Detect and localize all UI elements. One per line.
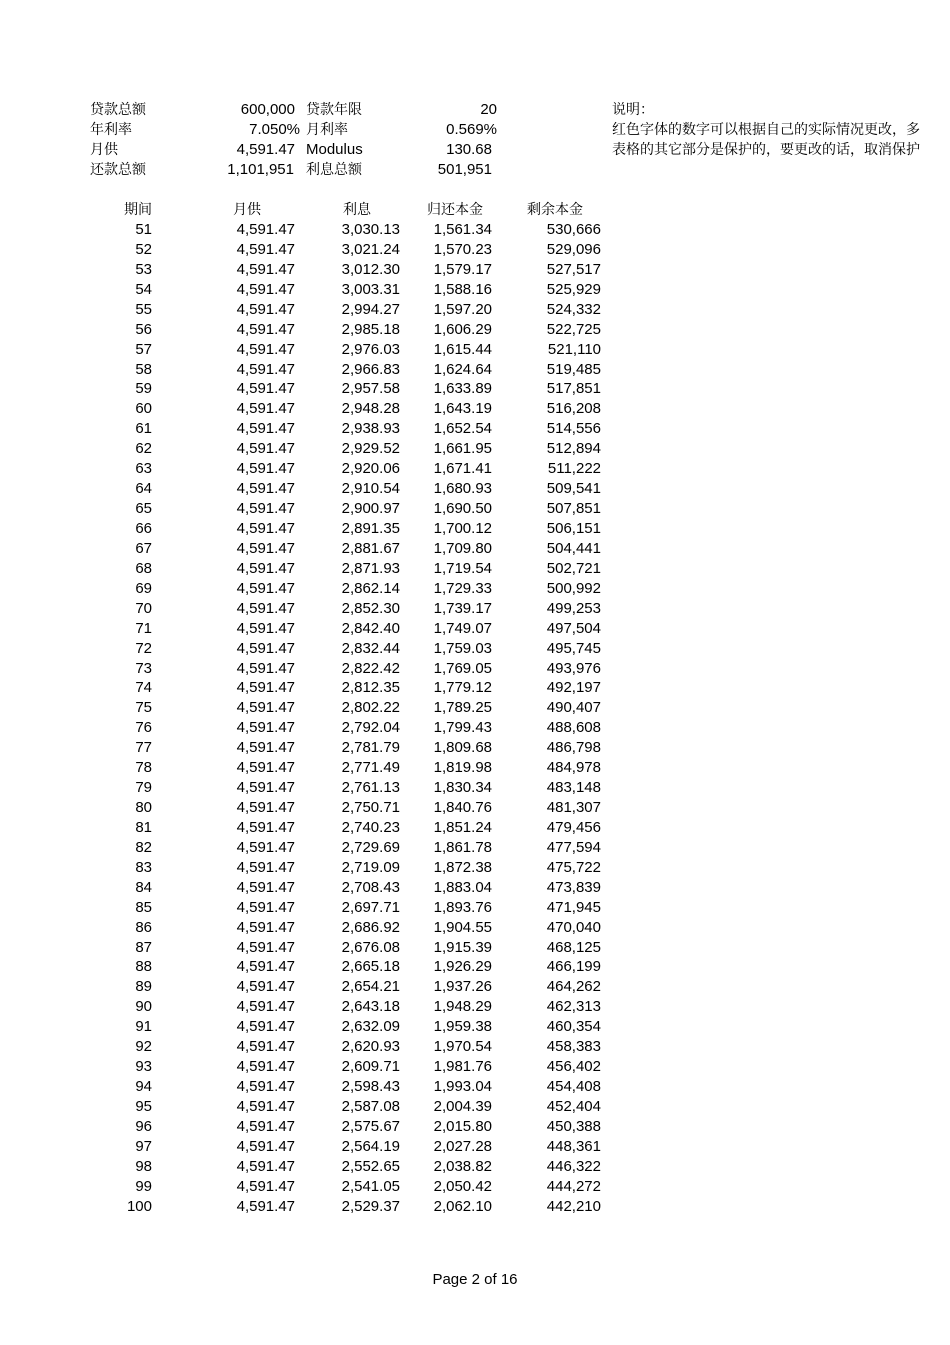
loan-total-value: 600,000	[240, 101, 295, 118]
remaining-cell: 446,322	[546, 1157, 601, 1175]
remaining-cell: 516,208	[546, 400, 601, 418]
payment-cell: 4,591.47	[236, 898, 295, 916]
header-principal-repaid: 归还本金	[427, 202, 483, 218]
interest-cell: 2,529.37	[341, 1197, 400, 1215]
period-cell: 92	[135, 1038, 152, 1056]
monthly-rate-label: 月利率	[306, 122, 348, 138]
payment-cell: 4,591.47	[236, 300, 295, 318]
principal-cell: 1,830.34	[433, 779, 492, 796]
payment-cell: 4,591.47	[236, 1157, 295, 1175]
payment-cell: 4,591.47	[236, 579, 295, 597]
interest-cell: 2,842.40	[341, 619, 400, 637]
principal-cell: 1,948.29	[433, 998, 492, 1016]
period-cell: 65	[135, 500, 152, 517]
payment-cell: 4,591.47	[236, 918, 295, 936]
principal-cell: 1,981.76	[433, 1058, 492, 1076]
interest-cell: 3,030.13	[341, 221, 400, 238]
remaining-cell: 479,456	[546, 818, 601, 836]
payment-cell: 4,591.47	[236, 1117, 295, 1135]
remaining-cell: 507,851	[546, 500, 601, 517]
period-cell: 63	[135, 460, 152, 478]
principal-cell: 2,050.42	[433, 1177, 492, 1195]
interest-cell: 2,822.42	[341, 659, 400, 677]
interest-total-label: 利息总额	[306, 162, 362, 178]
interest-cell: 2,994.27	[341, 300, 400, 318]
payment-cell: 4,591.47	[236, 659, 295, 677]
payment-cell: 4,591.47	[236, 420, 295, 438]
principal-cell: 1,671.41	[433, 460, 492, 478]
period-cell: 70	[135, 599, 152, 617]
principal-cell: 1,861.78	[433, 838, 492, 856]
principal-cell: 1,615.44	[433, 340, 492, 358]
interest-cell: 2,654.21	[341, 978, 400, 996]
remaining-cell: 444,272	[546, 1177, 601, 1195]
principal-cell: 1,809.68	[433, 739, 492, 757]
period-cell: 98	[135, 1157, 152, 1175]
remaining-cell: 502,721	[546, 559, 601, 577]
remaining-cell: 484,978	[546, 759, 601, 777]
period-cell: 84	[135, 878, 152, 896]
period-cell: 77	[135, 739, 152, 757]
monthly-payment-value: 4,591.47	[236, 141, 295, 158]
principal-cell: 2,062.10	[433, 1197, 492, 1215]
remaining-cell: 517,851	[546, 380, 601, 398]
interest-cell: 2,761.13	[341, 779, 400, 796]
interest-cell: 2,812.35	[341, 679, 400, 697]
principal-cell: 1,624.64	[433, 360, 492, 378]
interest-cell: 2,976.03	[341, 340, 400, 358]
interest-cell: 2,609.71	[341, 1058, 400, 1076]
period-cell: 100	[126, 1197, 152, 1215]
period-cell: 82	[135, 838, 152, 856]
payment-cell: 4,591.47	[236, 240, 295, 258]
interest-cell: 3,021.24	[341, 240, 400, 258]
remaining-cell: 473,839	[546, 878, 601, 896]
remaining-cell: 512,894	[546, 440, 601, 458]
period-cell: 99	[135, 1177, 152, 1195]
remaining-cell: 460,354	[546, 1018, 601, 1036]
principal-cell: 1,709.80	[433, 539, 492, 557]
payment-cell: 4,591.47	[236, 1018, 295, 1036]
period-cell: 87	[135, 938, 152, 956]
payment-cell: 4,591.47	[236, 619, 295, 637]
remaining-cell: 471,945	[546, 898, 601, 916]
principal-cell: 1,652.54	[433, 420, 492, 438]
notes-title: 说明：	[612, 102, 654, 118]
period-cell: 69	[135, 579, 152, 597]
payment-cell: 4,591.47	[236, 400, 295, 418]
principal-cell: 1,883.04	[433, 878, 492, 896]
principal-cell: 2,027.28	[433, 1137, 492, 1155]
payment-cell: 4,591.47	[236, 520, 295, 537]
interest-cell: 2,832.44	[341, 639, 400, 657]
payment-cell: 4,591.47	[236, 958, 295, 976]
interest-cell: 3,012.30	[341, 260, 400, 278]
payment-cell: 4,591.47	[236, 539, 295, 557]
payment-cell: 4,591.47	[236, 221, 295, 238]
monthly-payment-label: 月供	[90, 142, 118, 158]
interest-cell: 2,792.04	[341, 719, 400, 737]
interest-cell: 2,929.52	[341, 440, 400, 458]
period-cell: 68	[135, 559, 152, 577]
loan-years-label: 贷款年限	[306, 102, 362, 118]
payment-cell: 4,591.47	[236, 639, 295, 657]
period-cell: 71	[135, 619, 152, 637]
principal-cell: 1,872.38	[433, 858, 492, 876]
period-cell: 67	[135, 539, 152, 557]
remaining-cell: 500,992	[546, 579, 601, 597]
interest-cell: 2,771.49	[341, 759, 400, 777]
interest-cell: 2,620.93	[341, 1038, 400, 1056]
period-cell: 62	[135, 440, 152, 458]
interest-cell: 2,697.71	[341, 898, 400, 916]
principal-cell: 1,915.39	[433, 938, 492, 956]
remaining-cell: 442,210	[546, 1197, 601, 1215]
interest-cell: 2,957.58	[341, 380, 400, 398]
payment-cell: 4,591.47	[236, 858, 295, 876]
principal-cell: 1,643.19	[433, 400, 492, 418]
principal-cell: 1,769.05	[433, 659, 492, 677]
remaining-cell: 481,307	[546, 799, 601, 816]
principal-cell: 1,993.04	[433, 1078, 492, 1095]
interest-cell: 2,862.14	[341, 579, 400, 597]
remaining-cell: 497,504	[546, 619, 601, 637]
remaining-cell: 493,976	[546, 659, 601, 677]
period-cell: 55	[135, 300, 152, 318]
payment-cell: 4,591.47	[236, 818, 295, 836]
payment-cell: 4,591.47	[236, 878, 295, 896]
interest-cell: 2,985.18	[341, 320, 400, 338]
period-cell: 80	[135, 799, 152, 816]
loan-total-label: 贷款总额	[90, 102, 146, 118]
remaining-cell: 462,313	[546, 998, 601, 1016]
interest-cell: 2,891.35	[341, 520, 400, 537]
header-period: 期间	[124, 202, 152, 218]
principal-cell: 1,579.17	[433, 260, 492, 278]
interest-cell: 2,948.28	[341, 400, 400, 418]
period-cell: 94	[135, 1078, 152, 1095]
interest-cell: 2,541.05	[341, 1177, 400, 1195]
remaining-cell: 466,199	[546, 958, 601, 976]
interest-cell: 2,781.79	[341, 739, 400, 757]
period-cell: 76	[135, 719, 152, 737]
modulus-value: 130.68	[446, 141, 492, 158]
period-cell: 51	[135, 221, 152, 238]
payment-cell: 4,591.47	[236, 1137, 295, 1155]
annual-rate-label: 年利率	[90, 122, 132, 138]
principal-cell: 1,739.17	[433, 599, 492, 617]
principal-cell: 1,680.93	[433, 480, 492, 498]
remaining-cell: 529,096	[546, 240, 601, 258]
principal-cell: 1,937.26	[433, 978, 492, 996]
interest-cell: 2,900.97	[341, 500, 400, 517]
principal-cell: 1,819.98	[433, 759, 492, 777]
remaining-cell: 504,441	[546, 539, 601, 557]
interest-cell: 2,665.18	[341, 958, 400, 976]
period-cell: 72	[135, 639, 152, 657]
remaining-cell: 525,929	[546, 280, 601, 298]
principal-cell: 1,779.12	[433, 679, 492, 697]
remaining-cell: 452,404	[546, 1097, 601, 1115]
repay-total-value: 1,101,951	[227, 161, 294, 178]
payment-cell: 4,591.47	[236, 938, 295, 956]
period-cell: 83	[135, 858, 152, 876]
principal-cell: 1,729.33	[433, 579, 492, 597]
principal-cell: 2,015.80	[433, 1117, 492, 1135]
payment-cell: 4,591.47	[236, 280, 295, 298]
remaining-cell: 527,517	[546, 260, 601, 278]
payment-cell: 4,591.47	[236, 460, 295, 478]
principal-cell: 1,893.76	[433, 898, 492, 916]
header-monthly-payment: 月供	[233, 202, 261, 218]
remaining-cell: 468,125	[546, 938, 601, 956]
interest-cell: 2,686.92	[341, 918, 400, 936]
interest-cell: 2,852.30	[341, 599, 400, 617]
interest-cell: 2,910.54	[341, 480, 400, 498]
remaining-cell: 483,148	[546, 779, 601, 796]
period-cell: 64	[135, 480, 152, 498]
remaining-cell: 499,253	[546, 599, 601, 617]
period-cell: 96	[135, 1117, 152, 1135]
interest-cell: 2,740.23	[341, 818, 400, 836]
interest-cell: 2,966.83	[341, 360, 400, 378]
period-cell: 54	[135, 280, 152, 298]
remaining-cell: 509,541	[546, 480, 601, 498]
principal-cell: 1,749.07	[433, 619, 492, 637]
payment-cell: 4,591.47	[236, 1038, 295, 1056]
principal-cell: 1,661.95	[433, 440, 492, 458]
remaining-cell: 521,110	[547, 340, 601, 358]
loan-years-value: 20	[480, 101, 497, 118]
principal-cell: 1,759.03	[433, 639, 492, 657]
interest-total-value: 501,951	[437, 161, 492, 178]
remaining-cell: 475,722	[546, 858, 601, 876]
payment-cell: 4,591.47	[236, 1097, 295, 1115]
remaining-cell: 456,402	[546, 1058, 601, 1076]
notes-line-2: 表格的其它部分是保护的，要更改的话，取消保护	[612, 142, 920, 158]
period-cell: 73	[135, 659, 152, 677]
payment-cell: 4,591.47	[236, 978, 295, 996]
interest-cell: 2,632.09	[341, 1018, 400, 1036]
remaining-cell: 524,332	[546, 300, 601, 318]
page-number: Page 2 of 16	[432, 1271, 518, 1288]
remaining-cell: 522,725	[546, 320, 601, 338]
interest-cell: 2,920.06	[341, 460, 400, 478]
principal-cell: 2,004.39	[433, 1097, 492, 1115]
payment-cell: 4,591.47	[236, 799, 295, 816]
principal-cell: 1,959.38	[433, 1018, 492, 1036]
remaining-cell: 488,608	[546, 719, 601, 737]
period-cell: 91	[135, 1018, 152, 1036]
principal-cell: 1,606.29	[433, 320, 492, 338]
payment-cell: 4,591.47	[236, 1058, 295, 1076]
principal-cell: 1,719.54	[433, 559, 492, 577]
principal-cell: 2,038.82	[433, 1157, 492, 1175]
period-cell: 60	[135, 400, 152, 418]
period-cell: 78	[135, 759, 152, 777]
payment-cell: 4,591.47	[236, 260, 295, 278]
principal-cell: 1,633.89	[433, 380, 492, 398]
period-cell: 86	[135, 918, 152, 936]
period-cell: 59	[135, 380, 152, 398]
interest-cell: 2,802.22	[341, 699, 400, 717]
payment-cell: 4,591.47	[236, 779, 295, 796]
period-cell: 53	[135, 260, 152, 278]
period-cell: 58	[135, 360, 152, 378]
remaining-cell: 492,197	[546, 679, 601, 697]
payment-cell: 4,591.47	[236, 739, 295, 757]
payment-cell: 4,591.47	[236, 1197, 295, 1215]
principal-cell: 1,851.24	[433, 818, 492, 836]
principal-cell: 1,789.25	[433, 699, 492, 717]
repay-total-label: 还款总额	[90, 162, 146, 178]
interest-cell: 2,552.65	[341, 1157, 400, 1175]
period-cell: 56	[135, 320, 152, 338]
principal-cell: 1,597.20	[433, 300, 492, 318]
interest-cell: 2,643.18	[341, 998, 400, 1016]
period-cell: 74	[135, 679, 152, 697]
interest-cell: 2,750.71	[341, 799, 400, 816]
remaining-cell: 490,407	[546, 699, 601, 717]
payment-cell: 4,591.47	[236, 360, 295, 378]
remaining-cell: 514,556	[546, 420, 601, 438]
remaining-cell: 486,798	[546, 739, 601, 757]
payment-cell: 4,591.47	[236, 320, 295, 338]
period-cell: 79	[135, 779, 152, 796]
payment-cell: 4,591.47	[236, 380, 295, 398]
period-cell: 93	[135, 1058, 152, 1076]
monthly-rate-value: 0.569%	[446, 121, 497, 138]
payment-cell: 4,591.47	[236, 559, 295, 577]
interest-cell: 3,003.31	[341, 280, 400, 298]
principal-cell: 1,588.16	[433, 280, 492, 298]
principal-cell: 1,840.76	[433, 799, 492, 816]
principal-cell: 1,561.34	[433, 221, 492, 238]
remaining-cell: 519,485	[546, 360, 601, 378]
payment-cell: 4,591.47	[236, 599, 295, 617]
period-cell: 61	[135, 420, 152, 438]
interest-cell: 2,729.69	[341, 838, 400, 856]
annual-rate-value: 7.050%	[249, 121, 300, 138]
period-cell: 90	[135, 998, 152, 1016]
remaining-cell: 511,222	[547, 460, 601, 478]
interest-cell: 2,676.08	[341, 938, 400, 956]
remaining-cell: 454,408	[546, 1078, 601, 1095]
period-cell: 85	[135, 898, 152, 916]
principal-cell: 1,690.50	[433, 500, 492, 517]
payment-cell: 4,591.47	[236, 699, 295, 717]
principal-cell: 1,970.54	[433, 1038, 492, 1056]
remaining-cell: 464,262	[546, 978, 601, 996]
payment-cell: 4,591.47	[236, 500, 295, 517]
payment-cell: 4,591.47	[236, 1177, 295, 1195]
payment-cell: 4,591.47	[236, 679, 295, 697]
notes-line-1: 红色字体的数字可以根据自己的实际情况更改，多	[612, 122, 920, 138]
header-remaining-principal: 剩余本金	[527, 202, 583, 218]
remaining-cell: 448,361	[546, 1137, 601, 1155]
payment-cell: 4,591.47	[236, 340, 295, 358]
remaining-cell: 506,151	[546, 520, 601, 537]
period-cell: 57	[135, 340, 152, 358]
period-cell: 66	[135, 520, 152, 537]
period-cell: 75	[135, 699, 152, 717]
interest-cell: 2,575.67	[341, 1117, 400, 1135]
period-cell: 95	[135, 1097, 152, 1115]
remaining-cell: 458,383	[546, 1038, 601, 1056]
payment-cell: 4,591.47	[236, 1078, 295, 1095]
header-interest: 利息	[343, 202, 371, 218]
payment-cell: 4,591.47	[236, 759, 295, 777]
interest-cell: 2,564.19	[341, 1137, 400, 1155]
interest-cell: 2,938.93	[341, 420, 400, 438]
interest-cell: 2,871.93	[341, 559, 400, 577]
principal-cell: 1,926.29	[433, 958, 492, 976]
interest-cell: 2,708.43	[341, 878, 400, 896]
interest-cell: 2,598.43	[341, 1078, 400, 1095]
principal-cell: 1,904.55	[433, 918, 492, 936]
payment-cell: 4,591.47	[236, 998, 295, 1016]
period-cell: 52	[135, 240, 152, 258]
period-cell: 97	[135, 1137, 152, 1155]
period-cell: 88	[135, 958, 152, 976]
remaining-cell: 470,040	[546, 918, 601, 936]
principal-cell: 1,799.43	[433, 719, 492, 737]
principal-cell: 1,700.12	[433, 520, 492, 537]
remaining-cell: 495,745	[546, 639, 601, 657]
principal-cell: 1,570.23	[433, 240, 492, 258]
modulus-label: Modulus	[306, 141, 363, 158]
interest-cell: 2,587.08	[341, 1097, 400, 1115]
remaining-cell: 530,666	[546, 221, 601, 238]
payment-cell: 4,591.47	[236, 838, 295, 856]
remaining-cell: 477,594	[546, 838, 601, 856]
remaining-cell: 450,388	[546, 1117, 601, 1135]
payment-cell: 4,591.47	[236, 480, 295, 498]
interest-cell: 2,719.09	[341, 858, 400, 876]
payment-cell: 4,591.47	[236, 440, 295, 458]
period-cell: 81	[135, 818, 152, 836]
payment-cell: 4,591.47	[236, 719, 295, 737]
interest-cell: 2,881.67	[341, 539, 400, 557]
period-cell: 89	[135, 978, 152, 996]
